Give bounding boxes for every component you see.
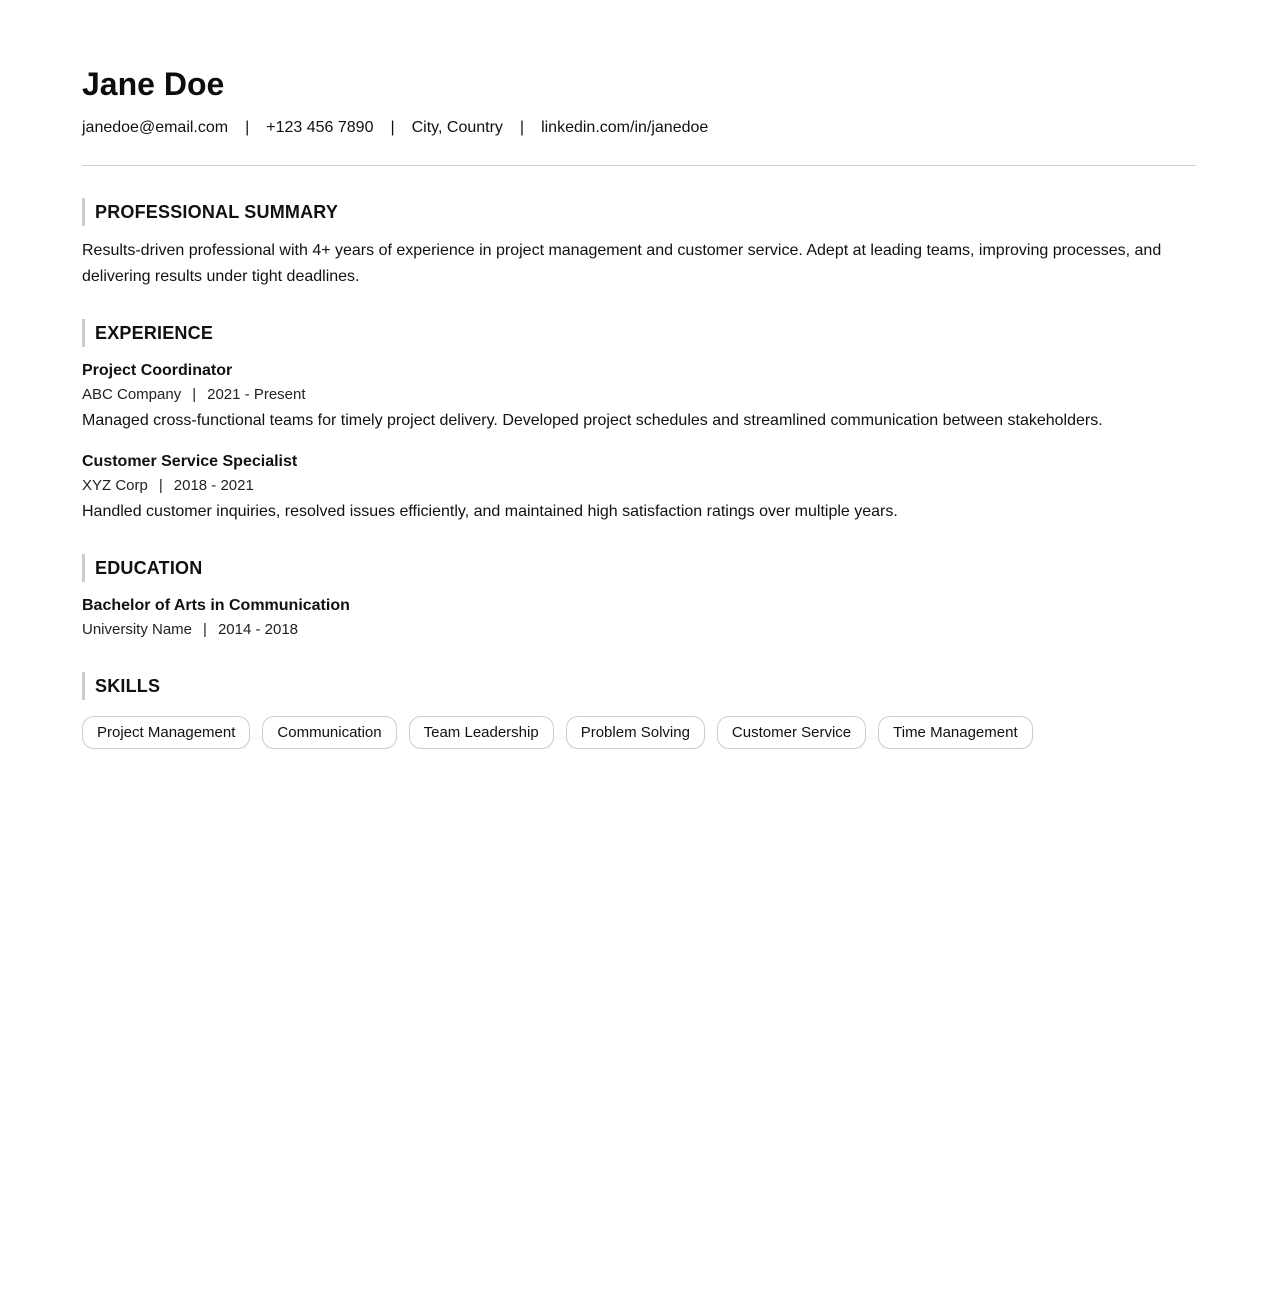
contact-email: janedoe@email.com <box>82 119 229 136</box>
experience-item <box>82 451 1196 523</box>
skill-chip: Time Management <box>878 716 1033 749</box>
job-dates: 2021 - Present <box>207 386 306 403</box>
job-title: Project Coordinator <box>82 362 233 379</box>
contact-separator: | <box>245 119 250 136</box>
section-heading-education: EDUCATION <box>82 554 1196 582</box>
contact-phone: +123 456 7890 <box>266 119 374 136</box>
skill-chip: Team Leadership <box>409 716 554 749</box>
job-company: XYZ Corp <box>82 477 148 494</box>
contact-location: City, Country <box>411 119 503 136</box>
job-meta <box>82 385 1196 405</box>
skill-chip: Customer Service <box>717 716 866 749</box>
job-title: Customer Service Specialist <box>82 453 298 470</box>
skill-chip: Problem Solving <box>566 716 705 749</box>
experience-item <box>82 360 1196 432</box>
job-description: Managed cross-functional teams for timely project delivery. Developed project schedules and streamlined communication between stakeholders. <box>82 412 1103 429</box>
candidate-name: Jane Doe <box>82 66 225 102</box>
skill-chip: Project Management <box>82 716 250 749</box>
contact-separator: | <box>519 119 525 136</box>
education-meta-separator: | <box>203 621 207 638</box>
job-meta <box>82 476 1196 496</box>
school-name: University Name <box>82 621 193 638</box>
education-meta <box>82 620 1196 640</box>
job-meta-separator: | <box>158 477 163 494</box>
contact-separator: | <box>390 119 395 136</box>
skill-chip: Communication <box>262 716 396 749</box>
job-meta-separator: | <box>192 386 197 403</box>
education-dates: 2014 - 2018 <box>217 621 299 638</box>
degree-title: Bachelor of Arts in Communication <box>82 597 350 614</box>
header-divider <box>82 165 1196 166</box>
job-description: Handled customer inquiries, resolved issues efficiently, and maintained high satisfaction ratings over multiple years. <box>82 503 898 520</box>
job-dates: 2018 - 2021 <box>173 477 254 494</box>
summary-text: Results-driven professional with 4+ years of experience in project management and customer service. Adept at leading teams, improving processes, and delivering results under tight deadlines. <box>82 242 1162 285</box>
job-company: ABC Company <box>82 386 182 403</box>
contact-linkedin: linkedin.com/in/janedoe <box>541 119 709 136</box>
education-item <box>82 595 1196 640</box>
section-heading-skills: SKILLS <box>82 672 1196 700</box>
section-heading-summary: PROFESSIONAL SUMMARY <box>82 198 1196 226</box>
skills-list <box>82 716 1196 749</box>
section-heading-experience: EXPERIENCE <box>82 319 1196 347</box>
contact-line <box>82 118 1196 138</box>
